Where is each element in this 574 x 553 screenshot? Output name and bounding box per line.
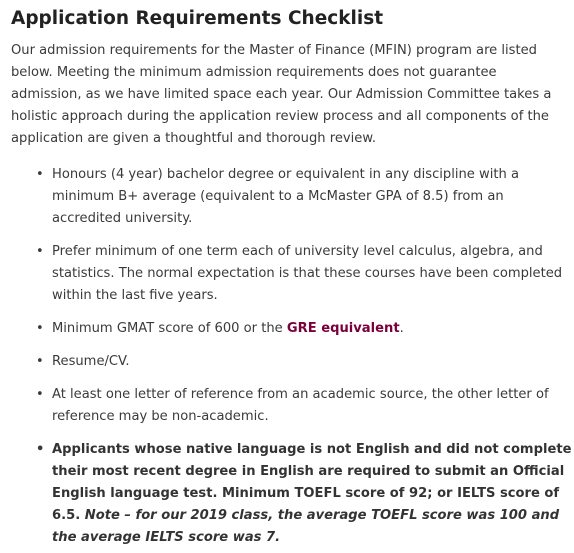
intro-paragraph: Our admission requirements for the Master of Finance (MFIN) program are listed below. Meeting the minimum admission requirements does not guarantee admission, as we have limited space each year. Our Admission Committee takes a holistic approach during the application review process and all components of the application are given a thoughtful and thorough review.	[11, 43, 552, 146]
bullet-icon: •	[36, 321, 44, 336]
list-item-text: Honours (4 year) bachelor degree or equivalent in any discipline with a minimum B+ average (equivalent to a McMaster GPA of 8.5) from an accredited university.	[52, 167, 519, 226]
list-item-resume	[11, 351, 572, 373]
list-item-text: At least one letter of reference from an academic source, the other letter of reference may be non-academic.	[52, 387, 549, 424]
gre-equivalent-link[interactable]: GRE equivalent	[286, 321, 400, 336]
list-item-references	[11, 384, 572, 428]
list-item-text: Applicants whose native language is not English and did not complete their most recent degree in English are required to submit an Official English language test. Minimum TOEFL score of 92; or IELTS score of 6.5.	[52, 442, 572, 523]
bullet-icon: •	[36, 354, 44, 369]
requirements-list	[11, 164, 574, 549]
list-item-text: Prefer minimum of one term each of university level calculus, algebra, and statistics. The normal expectation is that these courses have been completed within the last five years.	[52, 244, 563, 303]
bullet-icon: •	[36, 167, 44, 182]
list-item-text: Minimum GMAT score of 600 or the	[52, 321, 287, 336]
toefl-note: Note – for our 2019 class, the average TOEFL score was 100 and the average IELTS score was 7.	[52, 508, 560, 545]
list-item-gmat	[11, 318, 572, 340]
list-item-text: Resume/CV.	[52, 354, 130, 369]
bullet-icon: •	[36, 387, 44, 402]
list-item-language-test	[11, 439, 574, 549]
list-item-text-end: .	[399, 321, 404, 336]
page-title: Application Requirements Checklist	[11, 8, 384, 29]
list-item-degree	[11, 164, 572, 230]
list-item-prerequisites	[11, 241, 572, 307]
bullet-icon: •	[36, 442, 45, 457]
bullet-icon: •	[36, 244, 44, 259]
